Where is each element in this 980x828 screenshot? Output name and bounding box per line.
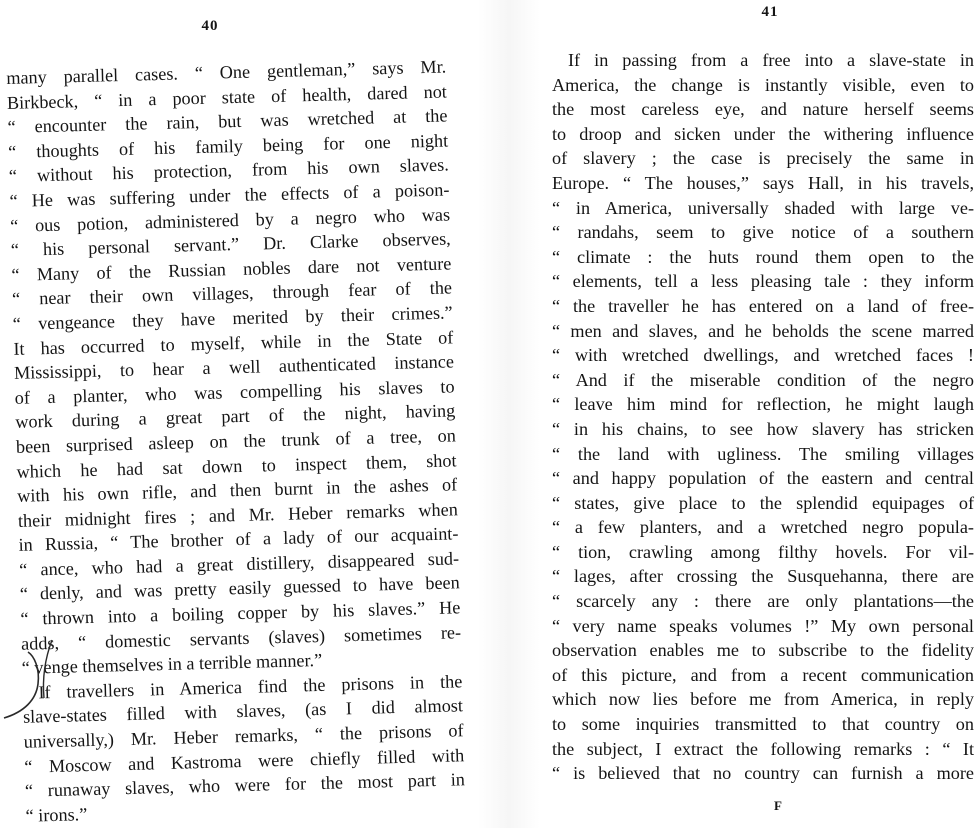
text-line: “ leave him mind for reflection, he might laugh bbox=[552, 394, 974, 415]
page-number-right: 41 bbox=[761, 4, 779, 20]
text-line: “ and happy population of the eastern and central bbox=[552, 468, 974, 489]
left-page bbox=[0, 0, 478, 828]
text-line: which now lies before me from America, in reply bbox=[552, 689, 974, 710]
right-page-text bbox=[552, 48, 974, 786]
text-line: their midnight fires ; and Mr. Heber remarks when bbox=[17, 499, 459, 531]
text-line: “ irons.” bbox=[25, 803, 88, 826]
text-line: America, the change is instantly visible, even to bbox=[552, 74, 974, 95]
text-line: “ elements, tell a less pleasing tale : they inform bbox=[552, 271, 974, 292]
text-line: “ very name speaks volumes !” My own personal bbox=[552, 615, 974, 636]
text-line: “ encounter the rain, but was wretched at the bbox=[7, 105, 448, 138]
text-line: the most careless eye, and nature herself seems bbox=[552, 99, 974, 120]
text-line: “ denly, and was pretty easily guessed to have been bbox=[19, 572, 460, 605]
text-line: work during a great part of the night, having bbox=[15, 400, 456, 433]
book-gutter bbox=[478, 0, 540, 828]
text-line: “ near their own villages, through fear of the bbox=[11, 277, 453, 310]
text-line: It has occurred to myself, while in the State of bbox=[13, 326, 454, 359]
text-line: “ the land with ugliness. The smiling villages bbox=[552, 443, 974, 464]
text-line: which he had sat down to inspect them, shot bbox=[16, 449, 457, 482]
text-line: “ states, give place to the splendid equipages of bbox=[552, 492, 974, 513]
text-line: to some inquiries transmitted to that country on bbox=[552, 714, 974, 735]
text-line: adds, “ domestic servants (slaves) sometimes re- bbox=[20, 621, 462, 654]
text-line: “ ance, who had a great distillery, disappeared sud- bbox=[18, 548, 460, 580]
text-line: in Russia, “ The brother of a lady of our acquaint- bbox=[18, 523, 459, 556]
text-line: “ runaway slaves, who were for the most part in bbox=[24, 769, 466, 801]
text-line: universally,) Mr. Heber remarks, “ the prisons of bbox=[23, 720, 464, 752]
text-line: “ scarcely any : there are only plantations—the bbox=[552, 591, 974, 612]
text-line: “ in America, universally shaded with large ve- bbox=[552, 197, 974, 218]
text-line: of this picture, and from a recent communication bbox=[552, 664, 974, 685]
text-line: “ Many of the Russian nobles dare not venture bbox=[11, 253, 452, 285]
text-line: slave-states filled with slaves, (as I did almost bbox=[22, 695, 464, 728]
text-line: with his own rifle, and then burnt in the ashes of bbox=[16, 474, 458, 506]
text-line: “ without his protection, from his own slaves. bbox=[8, 154, 450, 187]
text-line: “ with wretched dwellings, and wretched faces ! bbox=[552, 345, 974, 366]
text-line: “ climate : the huts round them open to the bbox=[552, 246, 974, 267]
text-line: Birkbeck, “ in a poor state of health, dared not bbox=[6, 81, 448, 113]
paragraph-start-line: If in passing from a free into a slave-state in bbox=[568, 50, 974, 70]
text-line: the subject, I extract the following remarks : “ It bbox=[552, 738, 974, 759]
text-line: been surprised asleep on the trunk of a tree, on bbox=[15, 425, 457, 457]
text-line: “ is believed that no country can furnish a more bbox=[552, 763, 974, 784]
text-line: “ tion, crawling among filthy hovels. For vil- bbox=[552, 541, 974, 562]
text-line: “ thrown into a boiling copper by his slaves.” He bbox=[20, 597, 461, 629]
left-page-text bbox=[6, 54, 466, 828]
text-line: “ the traveller he has entered on a land of free- bbox=[552, 295, 974, 316]
text-line: Mississippi, to hear a well authenticated instance bbox=[13, 351, 455, 384]
text-line: “ his personal servant.” Dr. Clarke observes, bbox=[10, 228, 451, 261]
text-line: “ vengeance they have merited by their crimes.” bbox=[12, 302, 453, 334]
text-line: “ And if the miserable condition of the negro bbox=[552, 369, 974, 390]
text-line: of a planter, who was compelling his slaves to bbox=[14, 376, 455, 408]
text-line: “ venge themselves in a terrible manner.” bbox=[21, 650, 323, 679]
text-line: Europe. “ The houses,” says Hall, in his travels, bbox=[552, 172, 974, 193]
text-line: “ Moscow and Kastroma were chiefly filled with bbox=[24, 744, 465, 777]
right-page bbox=[540, 0, 980, 828]
paragraph-start-line: If travellers in America find the prisons in the bbox=[38, 671, 463, 703]
text-line: observation enables me to subscribe to the fidelity bbox=[552, 640, 974, 661]
text-line: many parallel cases. “ One gentleman,” says Mr. bbox=[6, 56, 447, 88]
text-line: of slavery ; the case is precisely the same in bbox=[552, 148, 974, 169]
text-line: to droop and sicken under the withering influence bbox=[552, 123, 974, 144]
text-line: “ ous potion, administered by a negro who was bbox=[9, 203, 451, 236]
text-line: “ randahs, seem to give notice of a southern bbox=[552, 222, 974, 243]
text-line: “ a few planters, and a wretched negro popula- bbox=[552, 517, 974, 538]
text-line: “ lages, after crossing the Susquehanna, there are bbox=[552, 566, 974, 587]
page-number-left: 40 bbox=[201, 18, 219, 34]
text-line: “ He was suffering under the effects of a poison- bbox=[9, 179, 450, 211]
text-line: “ men and slaves, and he beholds the scene marred bbox=[552, 320, 974, 341]
signature-mark: F bbox=[774, 798, 782, 813]
text-line: “ in his chains, to see how slavery has stricken bbox=[552, 418, 974, 439]
text-line: “ thoughts of his family being for one night bbox=[7, 130, 449, 162]
